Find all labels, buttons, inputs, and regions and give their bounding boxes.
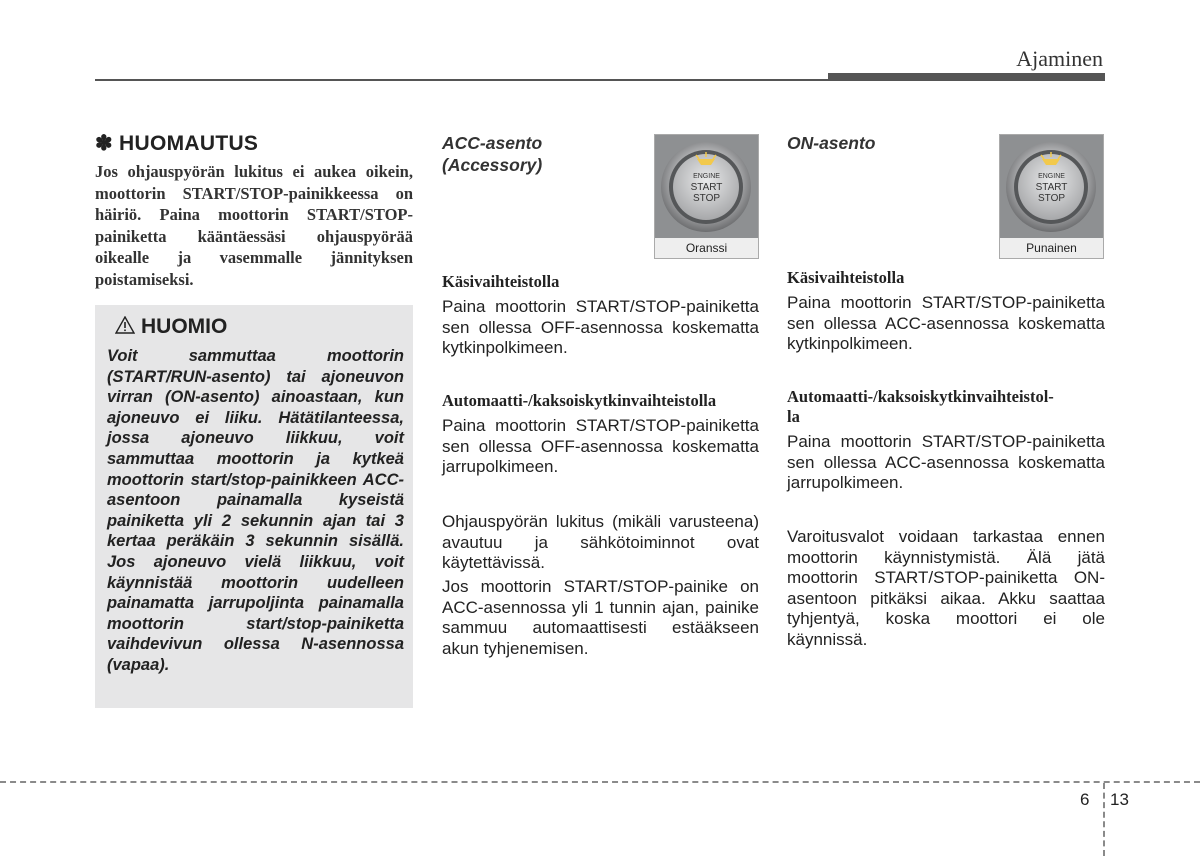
on-button-label: ENGINE START STOP	[1035, 173, 1068, 204]
acc-button-image	[654, 134, 759, 259]
on-manual-text: Paina moottorin START/STOP-painiketta sen ollessa ACC-asennossa koskematta kytkinpolkimeen.	[787, 293, 1105, 353]
acc-manual-heading: Käsivaihteistolla	[442, 272, 560, 291]
on-auto-heading-line1: Automaatti-/kaksoiskytkinvaihteistol-	[787, 387, 1054, 406]
note-symbol-icon: ✽	[95, 132, 113, 155]
footer-dashed-rule	[0, 781, 1200, 783]
page-number: 13	[1110, 790, 1129, 809]
on-manual-heading: Käsivaihteistolla	[787, 268, 905, 287]
footer-dashed-divider	[1103, 783, 1105, 856]
chapter-number: 6	[1080, 790, 1090, 809]
acc-manual-text: Paina moottorin START/STOP-painiketta sen ollessa OFF-asennossa koskematta kytkinpolkimeen.	[442, 297, 759, 357]
on-auto-text: Paina moottorin START/STOP-painiketta sen ollessa ACC-asennossa koskematta jarrupolkimeen.	[787, 432, 1105, 492]
acc-title	[442, 132, 542, 176]
caution-heading	[115, 315, 227, 339]
acc-auto-heading: Automaatti-/kaksoiskytkinvaihteistolla	[442, 391, 717, 410]
on-title: ON-asento	[787, 133, 876, 153]
on-paragraph-1: Varoitusvalot voidaan tarkastaa ennen moottorin käynnistymistä. Älä jätä moottorin START/STOP-painiketta ON-asentoon pitkäksi aikaa. Akku saattaa tyhjentyä, koska moottori ei ole käynnissä.	[787, 527, 1105, 649]
on-auto-heading	[787, 387, 1105, 427]
acc-button-label: ENGINE START STOP	[690, 173, 723, 204]
acc-paragraph-1: Ohjauspyörän lukitus (mikäli varusteena) avautuu ja sähkötoiminnot ovat käytettävissä.	[442, 512, 759, 572]
warning-triangle-icon	[115, 316, 135, 339]
header-rule	[95, 79, 830, 81]
note-title: HUOMAUTUS	[119, 132, 259, 155]
on-button-image	[999, 134, 1104, 259]
acc-title-line1: ACC-asento	[442, 133, 543, 153]
header-rule-accent	[828, 73, 1105, 81]
on-auto-heading-line2: la	[787, 407, 800, 426]
note-heading	[95, 131, 258, 156]
on-image-caption: Punainen	[1000, 238, 1103, 258]
caution-title: HUOMIO	[141, 315, 228, 338]
engine-button-photo	[655, 135, 758, 238]
acc-title-line2: (Accessory)	[442, 155, 543, 175]
engine-button-photo	[1000, 135, 1103, 238]
acc-image-caption: Oranssi	[655, 238, 758, 258]
acc-auto-text: Paina moottorin START/STOP-painiketta sen ollessa OFF-asennossa koskematta jarrupolkimeen.	[442, 416, 759, 476]
section-title: Ajaminen	[1016, 46, 1103, 71]
acc-paragraph-2: Jos moottorin START/STOP-painike on ACC-asennossa yli 1 tunnin ajan, painike sammuu automaattisesti estääkseen akun tyhjenemisen.	[442, 577, 759, 658]
caution-body: Voit sammuttaa moottorin (START/RUN-asento) tai ajoneuvon virran (ON-asento) ainoastaan, kun ajoneuvo ei liiku. Hätätilanteessa, jossa ajoneuvo liikkuu, voit sammuttaa moottorin ja kytkeä moottorin start/stop-painikkeen ACC-asentoon painamalla kyseistä painiketta yli 2 sekunnin ajan tai 3 kertaa peräkäin 3 sekunnin sisällä. Jos ajoneuvo vielä liikkuu, voit käynnistää moottorin uudelleen painamatta jarrupoljinta painamalla moottorin start/stop-painiketta vaihdevivun ollessa N-asennossa (vapaa).	[107, 347, 404, 674]
note-body: Jos ohjauspyörän lukitus ei aukea oikein, moottorin START/STOP-painikkeessa on häiriö. Paina moottorin START/STOP-painiketta kääntäessäsi ohjauspyörää oikealle ja vasemmalle jännityksen poistamiseksi.	[95, 162, 413, 289]
